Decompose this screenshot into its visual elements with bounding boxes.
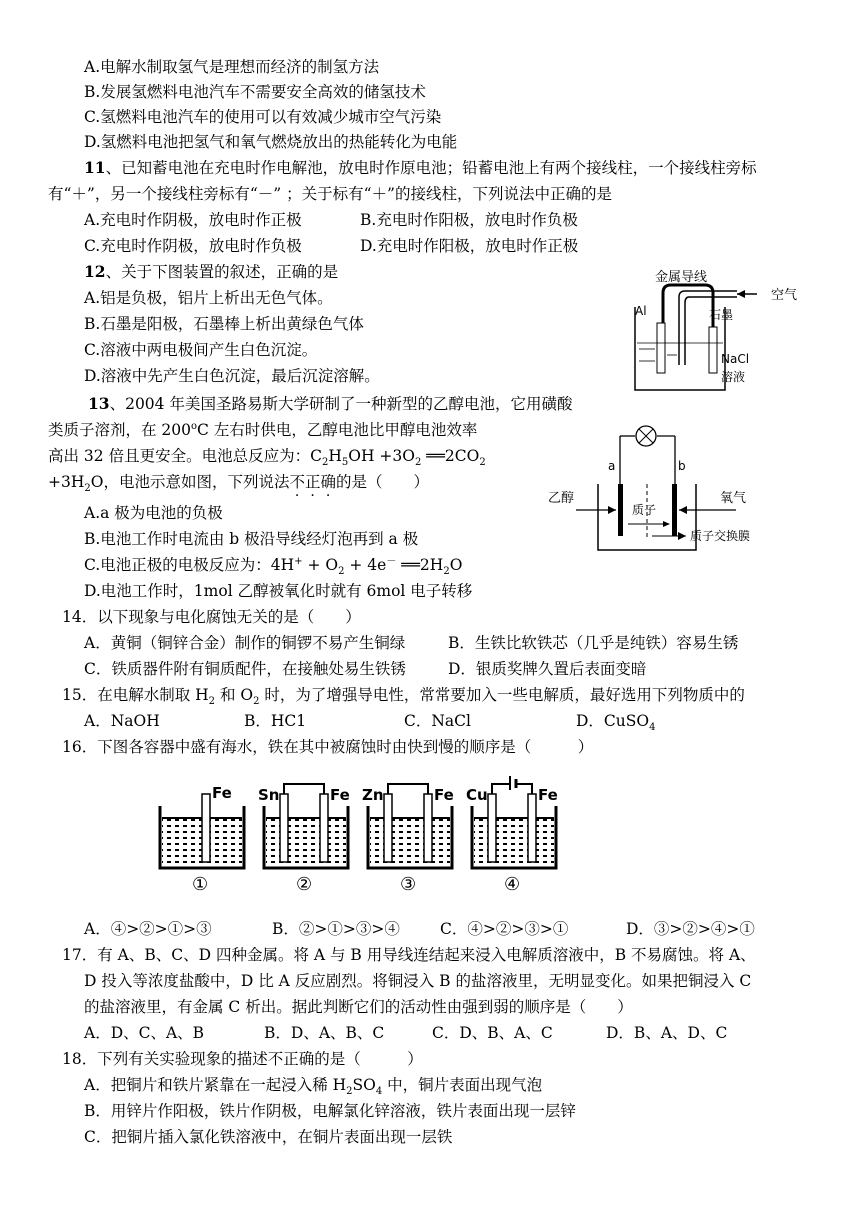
q13-c-sub2: 2 — [443, 566, 450, 578]
q11-option-d: D.充电时作阳极，放电时作正极 — [360, 237, 579, 255]
q13-stem-line4 — [48, 471, 429, 493]
q12-option-b: B.石墨是阳极，石墨棒上析出黄绿色气体 — [84, 315, 364, 333]
q13-l2b: C 左右时供电，乙醇电池比甲醇电池效率 — [197, 421, 478, 439]
q18-a-sub1: 2 — [346, 1086, 353, 1098]
q15-option-a: A．NaOH — [84, 712, 160, 730]
q11-option-a: A.充电时作阴极，放电时作正极 — [84, 211, 302, 229]
fig12-wire-label: 金属导线 — [655, 270, 708, 285]
q13-l3s3: 2 — [414, 457, 422, 469]
q13-emphasis-1: 不 — [289, 473, 305, 491]
beaker-2 — [258, 784, 350, 895]
b2-fe-label: Fe — [330, 786, 350, 804]
q17-option-d: D．B、A、D、C — [606, 1024, 728, 1042]
q10-option-d: D.氢燃料电池把氢气和氧气燃烧放出的热能转化为电能 — [84, 133, 458, 151]
q15-d-a: D．CuSO — [576, 712, 650, 730]
q12-option-d: D.溶液中先产生白色沉淀，最后沉淀溶解。 — [84, 367, 380, 385]
q14-option-b: B．生铁比软铁芯（几乎是纯铁）容易生锈 — [448, 634, 739, 652]
q11-stem-line1 — [84, 157, 757, 179]
q12-apparatus-figure — [625, 265, 825, 395]
b3-fe-label: Fe — [434, 786, 454, 804]
q14-stem: 14．以下现象与电化腐蚀无关的是（ ） — [62, 608, 361, 626]
q15-option-c: C．NaCl — [404, 712, 471, 730]
beaker-3 — [362, 784, 454, 895]
q18-a-sub2: 4 — [375, 1086, 383, 1098]
q17-stem-line3: 的盐溶液里，有金属 C 析出。据此判断它们的活动性由强到弱的顺序是（ ） — [84, 998, 633, 1016]
q18-option-a — [84, 1074, 542, 1096]
q18-a3: 中，铜片表面出现气泡 — [382, 1076, 543, 1094]
q13-l4a: +3H — [48, 473, 85, 491]
b2-sn-label: Sn — [258, 786, 280, 804]
b4-fe-label: Fe — [538, 786, 558, 804]
q14-option-d: D．银质奖牌久置后表面变暗 — [448, 660, 647, 678]
q13-text: 、2004 年美国圣路易斯大学研制了一种新型的乙醇电池，它用磺酸 — [109, 395, 573, 413]
b4-cu-label: Cu — [466, 786, 488, 804]
fig12-al-label: Al — [635, 304, 647, 318]
q15-sub2: 2 — [253, 696, 260, 708]
q18-a2: SO — [352, 1076, 376, 1094]
q11-option-b: B.充电时作阳极，放电时作负极 — [360, 211, 578, 229]
q13-l3d: ══2CO — [421, 447, 480, 465]
fig12-graphite-label: 石墨 — [709, 308, 734, 322]
q18-stem: 18．下列有关实验现象的描述不正确的是（ ） — [62, 1050, 423, 1068]
q13-emphasis-2: 正 — [304, 473, 321, 491]
fig12-solution-label: 溶液 — [721, 370, 746, 384]
q13-c-a: C.电池正极的电极反应为：4H — [84, 556, 295, 574]
q15-stem — [62, 684, 745, 706]
b4-number: ④ — [504, 874, 521, 895]
q13-emphasis-3: 确 — [320, 473, 337, 491]
q15-stem-b: 和 O — [215, 686, 254, 704]
q13-l3s1: 2 — [321, 457, 329, 469]
q15-sub1: 2 — [208, 696, 216, 708]
q16-corrosion-figure — [150, 776, 580, 896]
b1-fe-label: Fe — [212, 784, 232, 802]
fig13-proton-label: 质子 — [632, 503, 657, 517]
q17-stem-line1: 17．有 A、B、C、D 四种金属。将 A 与 B 用导线连结起来浸入电解质溶液中，B 不易腐蚀。将 A、 — [62, 946, 756, 964]
fig13-oxygen-label: 氧气 — [720, 491, 747, 506]
q17-option-c: C．D、B、A、C — [432, 1024, 553, 1042]
q15-option-d — [576, 710, 655, 732]
q13-fuel-cell-figure — [540, 418, 800, 558]
q14-option-c: C．铁质器件附有铜质配件，在接触处易生铁锈 — [84, 660, 406, 678]
q13-l4b: O，电池示意如图，下列说法 — [90, 473, 290, 491]
q16-option-b: B．②>①>③>④ — [272, 920, 400, 938]
q13-stem-line1 — [88, 393, 572, 415]
q13-option-a: A.a 极为电池的负极 — [84, 504, 223, 522]
q13-l2a: 类质子溶剂，在 200 — [48, 421, 192, 439]
q13-number: 13 — [88, 394, 110, 413]
q13-l2sup: o — [191, 420, 198, 432]
q13-l3c: OH +3O — [348, 447, 415, 465]
q17-stem-line2: D 投入等浓度盐酸中，D 比 A 反应剧烈。将铜浸入 B 的盐溶液里，无明显变化。如果把铜浸入 C — [84, 972, 752, 990]
q17-option-b: B．D、A、B、C — [264, 1024, 385, 1042]
q12-text: 、关于下图装置的叙述，正确的是 — [105, 263, 339, 281]
q13-c-b: + O — [302, 556, 339, 574]
q15-d-sub: 4 — [649, 722, 656, 734]
q10-option-c: C.氢燃料电池汽车的使用可以有效减少城市空气污染 — [84, 108, 442, 126]
q18-a1: A．把铜片和铁片紧靠在一起浸入稀 H — [84, 1076, 347, 1094]
q13-stem-line3 — [48, 445, 486, 467]
q13-option-c — [84, 554, 462, 576]
q16-option-a: A．④>②>①>③ — [84, 920, 212, 938]
q10-option-a: A.电解水制取氢气是理想而经济的制氢方法 — [84, 58, 380, 76]
q13-c-sup1: + — [294, 555, 303, 567]
q18-option-c: C．把铜片插入氯化铁溶液中，在铜片表面出现一层铁 — [84, 1128, 453, 1146]
q13-stem-line2 — [48, 419, 477, 441]
b3-zn-label: Zn — [362, 786, 384, 804]
q13-l4c: 的是（ ） — [336, 473, 430, 491]
b1-number: ① — [192, 874, 209, 895]
q14-option-a: A．黄铜（铜锌合金）制作的铜锣不易产生铜绿 — [84, 634, 406, 652]
fig13-ethanol-label: 乙醇 — [548, 491, 575, 506]
q13-c-e: O — [449, 556, 463, 574]
q11-option-c: C.充电时作阴极，放电时作负极 — [84, 237, 302, 255]
q16-option-c: C．④>②>③>① — [440, 920, 569, 938]
q13-l3s4: 2 — [479, 457, 486, 469]
q15-option-b: B．HC1 — [244, 712, 307, 730]
q12-option-c: C.溶液中两电极间产生白色沉淀。 — [84, 341, 318, 359]
beaker-4 — [466, 776, 558, 895]
q12-option-a: A.铝是负极，铝片上析出无色气体。 — [84, 289, 333, 307]
q12-number: 12 — [84, 262, 106, 281]
fig12-nacl-label: NaCl — [721, 352, 750, 366]
q13-l3a: 高出 32 倍且更安全。电池总反应为：C — [48, 447, 322, 465]
q11-stem-line2: 有“＋”，另一个接线柱旁标有“－” ；关于标有“＋”的接线柱，下列说法中正确的是 — [48, 185, 612, 203]
q13-c-c: + 4e — [344, 556, 387, 574]
beaker-1 — [160, 784, 244, 895]
q11-text: 、已知蓄电池在充电时作电解池，放电时作原电池；铅蓄电池上有两个接线柱，一个接线柱旁标 — [105, 159, 757, 177]
q16-option-d: D．③>②>④>① — [626, 920, 755, 938]
b3-number: ③ — [400, 874, 417, 895]
q13-c-sup2: － — [386, 555, 397, 567]
fig13-b-label: b — [678, 459, 686, 473]
fig13-membrane-label: 质子交换膜 — [690, 529, 751, 543]
q17-option-a: A．D、C、A、B — [84, 1024, 205, 1042]
q13-option-d: D.电池工作时，1mol 乙醇被氧化时就有 6mol 电子转移 — [84, 582, 473, 600]
q18-option-b: B．用锌片作阳极，铁片作阴极，电解氯化锌溶液，铁片表面出现一层锌 — [84, 1102, 576, 1120]
q13-l4s: 2 — [84, 483, 91, 495]
q13-c-sub: 2 — [338, 566, 345, 578]
q16-stem: 16．下图各容器中盛有海水，铁在其中被腐蚀时由快到慢的顺序是（ ） — [62, 738, 594, 756]
q13-option-b: B.电池工作时电流由 b 极沿导线经灯泡再到 a 极 — [84, 530, 419, 548]
q15-stem-a: 15．在电解水制取 H — [62, 686, 209, 704]
q11-number: 11 — [84, 158, 106, 177]
q13-l3s2: 5 — [341, 457, 349, 469]
q13-c-d: ══2H — [396, 556, 444, 574]
q13-l3b: H — [328, 447, 342, 465]
q10-option-b: B.发展氢燃料电池汽车不需要安全高效的储氢技术 — [84, 83, 426, 101]
q12-stem — [84, 261, 338, 283]
q15-stem-c: 时，为了增强导电性，常常要加入一些电解质，最好选用下列物质中的 — [259, 686, 745, 704]
fig13-a-label: a — [608, 459, 616, 473]
b2-number: ② — [296, 874, 313, 895]
fig12-air-label: 空气 — [771, 288, 798, 303]
